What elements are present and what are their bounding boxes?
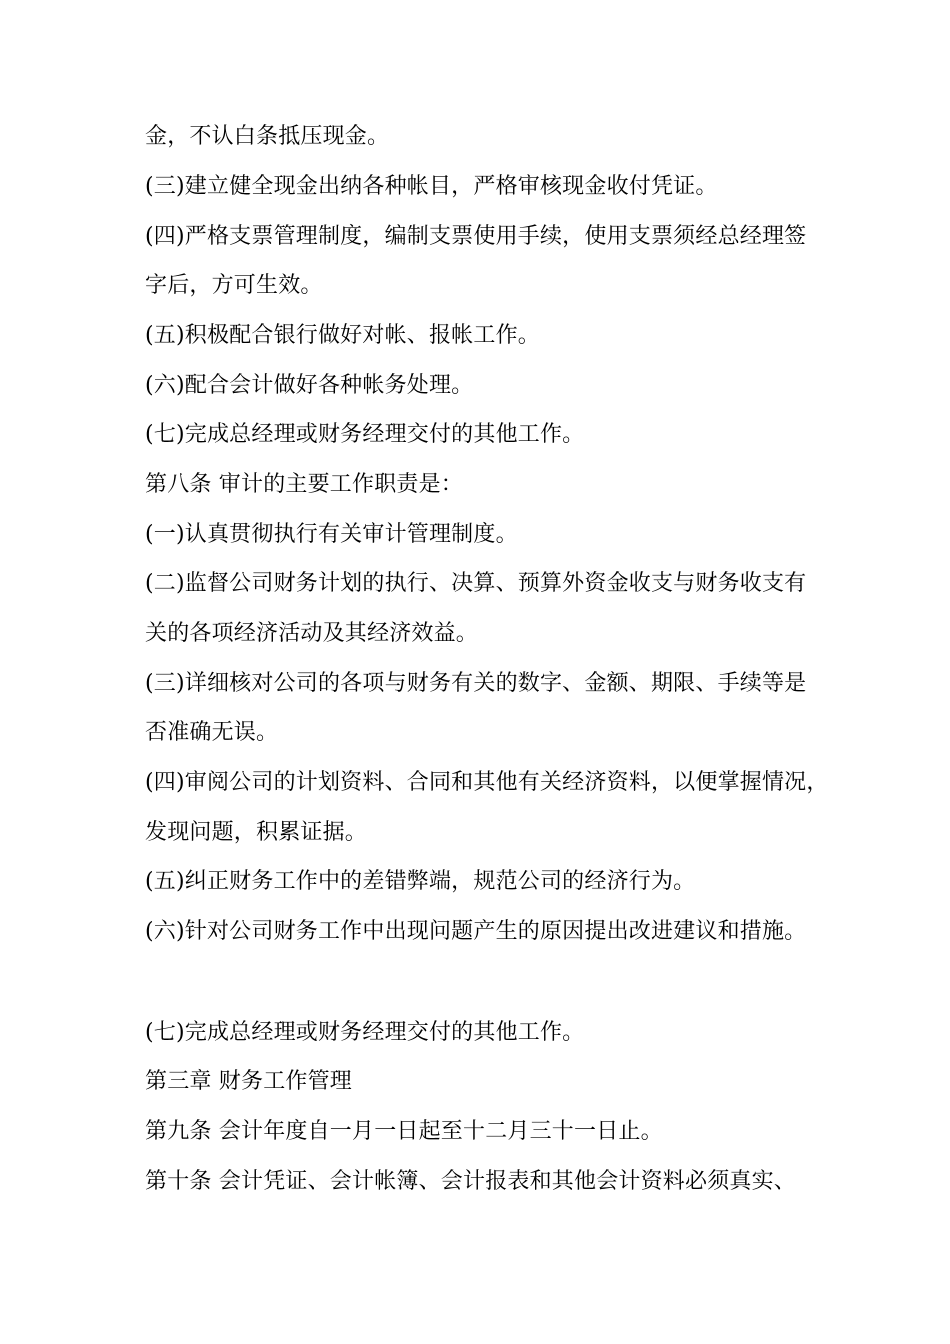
text-line: (六)配合会计做好各种帐务处理。 [145, 373, 474, 398]
text-line: (一)认真贯彻执行有关审计管理制度。 [145, 522, 518, 547]
text-line: 字后，方可生效。 [145, 273, 323, 298]
text-line: (三)建立健全现金出纳各种帐目，严格审核现金收付凭证。 [145, 174, 718, 199]
text-line: 发现问题，积累证据。 [145, 820, 368, 845]
text-line: (四)审阅公司的计划资料、合同和其他有关经济资料，以便掌握情况， [145, 770, 829, 795]
text-line: (五)纠正财务工作中的差错弊端，规范公司的经济行为。 [145, 869, 696, 894]
article-line: 第十条 会计凭证、会计帐簿、会计报表和其他会计资料必须真实、 [145, 1169, 796, 1194]
text-line: (二)监督公司财务计划的执行、决算、预算外资金收支与财务收支有 [145, 571, 807, 596]
text-line: (三)详细核对公司的各项与财务有关的数字、金额、期限、手续等是 [145, 671, 807, 696]
text-line: (六)针对公司财务工作中出现问题产生的原因提出改进建议和措施。 [145, 919, 807, 944]
article-line: 第九条 会计年度自一月一日起至十二月三十一日止。 [145, 1119, 663, 1144]
text-line: (五)积极配合银行做好对帐、报帐工作。 [145, 323, 540, 348]
chapter-heading: 第三章 财务工作管理 [145, 1069, 352, 1094]
text-line: 否准确无误。 [145, 720, 279, 745]
section-heading: 第八条 审计的主要工作职责是： [145, 472, 463, 497]
text-line: 金，不认白条抵压现金。 [145, 124, 390, 149]
text-line: (七)完成总经理或财务经理交付的其他工作。 [145, 422, 585, 447]
text-line: (七)完成总经理或财务经理交付的其他工作。 [145, 1020, 585, 1045]
text-line: (四)严格支票管理制度，编制支票使用手续，使用支票须经总经理签 [145, 224, 807, 249]
text-line: 关的各项经济活动及其经济效益。 [145, 621, 479, 646]
